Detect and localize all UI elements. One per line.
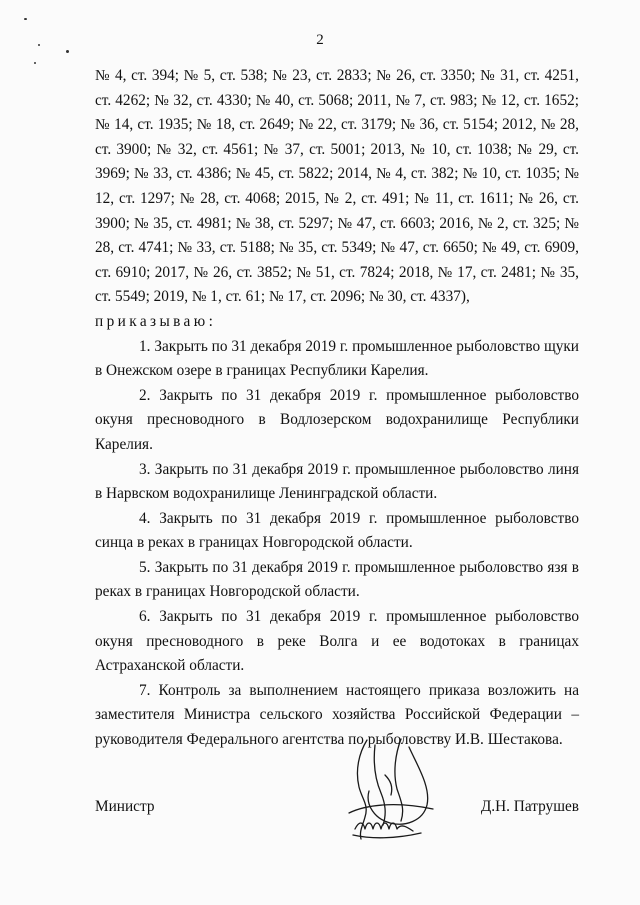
order-item-2: 2. Закрыть по 31 декабря 2019 г. промышленное рыболовство окуня пресноводного в Водлозерском водохранилище Республики Карелия.: [95, 386, 579, 453]
order-item-1: 1. Закрыть по 31 декабря 2019 г. промышленное рыболовство щуки в Онежском озере в границах Республики Карелия.: [95, 337, 579, 380]
document-body: [95, 64, 579, 753]
legal-citations: № 4, ст. 394; № 5, ст. 538; № 23, ст. 2833; № 26, ст. 3350; № 31, ст. 4251, ст. 4262; № 32, ст. 4330; № 40, ст. 5068; 2011, № 7, ст. 983; № 12, ст. 1652; № 14, ст. 1935; № 18, ст. 2649; № 22, ст. 3179; № 36, ст. 5154; 2012, № 28, ст. 3900; № 32, ст. 4561; № 37, ст. 5001; 2013, № 10, ст. 1038; № 29, ст. 3969; № 33, ст. 4386; № 45, ст. 5822; 2014, № 4, ст. 382; № 10, ст. 1035; № 12, ст. 1297; № 28, ст. 4068; 2015, № 2, ст. 491; № 11, ст. 1611; № 26, ст. 3900; № 35, ст. 4981; № 38, ст. 5297; № 47, ст. 6603; 2016, № 2, ст. 325; № 28, ст. 4741; № 33, ст. 5188; № 35, ст. 5349; № 47, ст. 6650; № 49, ст. 6909, ст. 6910; 2017, № 26, ст. 3852; № 51, ст. 7824; 2018, № 17, ст. 2481; № 35, ст. 5549; 2019, № 1, ст. 61; № 17, ст. 2096; № 30, ст. 4337),: [95, 67, 579, 306]
order-word: приказываю:: [95, 312, 217, 330]
order-item-6: 6. Закрыть по 31 декабря 2019 г. промышленное рыболовство окуня пресноводного в реке Волга и ее водотоках в границах Астраханской области.: [95, 608, 579, 675]
handwritten-signature: [335, 735, 445, 855]
order-item-7: 7. Контроль за выполнением настоящего приказа возложить на заместителя Министра сельского хозяйства Российской Федерации – руководителя Федерального агентства по рыболовству И.В. Шестакова.: [95, 681, 579, 749]
page-number: 2: [316, 32, 324, 48]
scan-speck: [34, 62, 36, 64]
scan-speck: [66, 50, 69, 53]
scan-speck: [24, 18, 27, 20]
signer-name: Д.Н. Патрушев: [480, 798, 579, 815]
signer-title: Министр: [95, 798, 155, 815]
order-item-5: 5. Закрыть по 31 декабря 2019 г. промышленное рыболовство язя в реках в границах Новгородской области.: [95, 558, 579, 601]
order-item-3: 3. Закрыть по 31 декабря 2019 г. промышленное рыболовство линя в Нарвском водохранилище Ленинградской области.: [95, 460, 579, 503]
order-item-4: 4. Закрыть по 31 декабря 2019 г. промышленное рыболовство синца в реках в границах Новгородской области.: [95, 509, 579, 552]
